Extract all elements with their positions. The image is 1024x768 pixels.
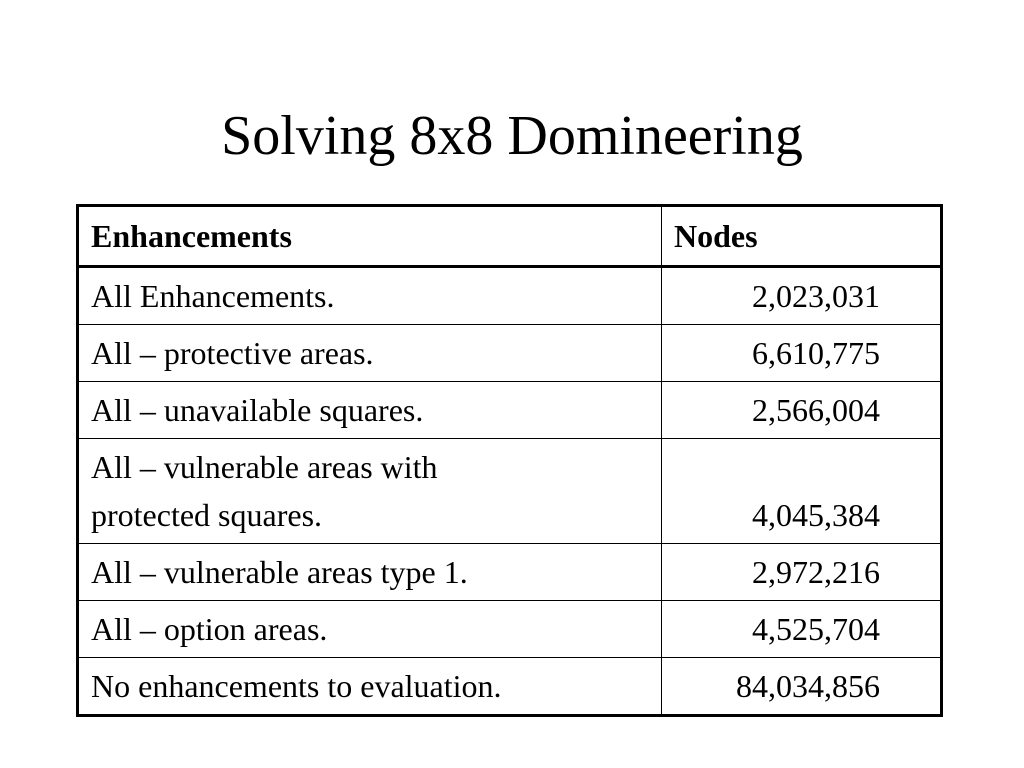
nodes-cell: 2,566,004 [662, 382, 942, 439]
nodes-cell: 2,023,031 [662, 267, 942, 325]
column-header-enhancements: Enhancements [78, 206, 662, 267]
enhancement-cell: All – unavailable squares. [78, 382, 662, 439]
table-header-row [78, 206, 942, 267]
nodes-cell: 84,034,856 [662, 658, 942, 716]
column-header-nodes: Nodes [662, 206, 942, 267]
table-row [78, 267, 942, 325]
table-row [78, 658, 942, 716]
table-row [78, 439, 942, 544]
enhancement-cell: All – option areas. [78, 601, 662, 658]
table-row [78, 382, 942, 439]
nodes-cell: 2,972,216 [662, 544, 942, 601]
slide-title: Solving 8x8 Domineering [221, 105, 803, 167]
results-table [76, 204, 943, 717]
enhancement-cell: All Enhancements. [78, 267, 662, 325]
enhancement-cell: No enhancements to evaluation. [78, 658, 662, 716]
enhancement-cell [78, 439, 662, 544]
enhancement-cell: All – vulnerable areas type 1. [78, 544, 662, 601]
enhancement-cell: All – protective areas. [78, 325, 662, 382]
nodes-cell: 6,610,775 [662, 325, 942, 382]
nodes-cell: 4,525,704 [662, 601, 942, 658]
table-row [78, 325, 942, 382]
nodes-cell: 4,045,384 [662, 439, 942, 544]
enhancement-line: protected squares. [91, 497, 323, 533]
table-row [78, 601, 942, 658]
table-row [78, 544, 942, 601]
enhancement-line: All – vulnerable areas with [91, 449, 438, 485]
